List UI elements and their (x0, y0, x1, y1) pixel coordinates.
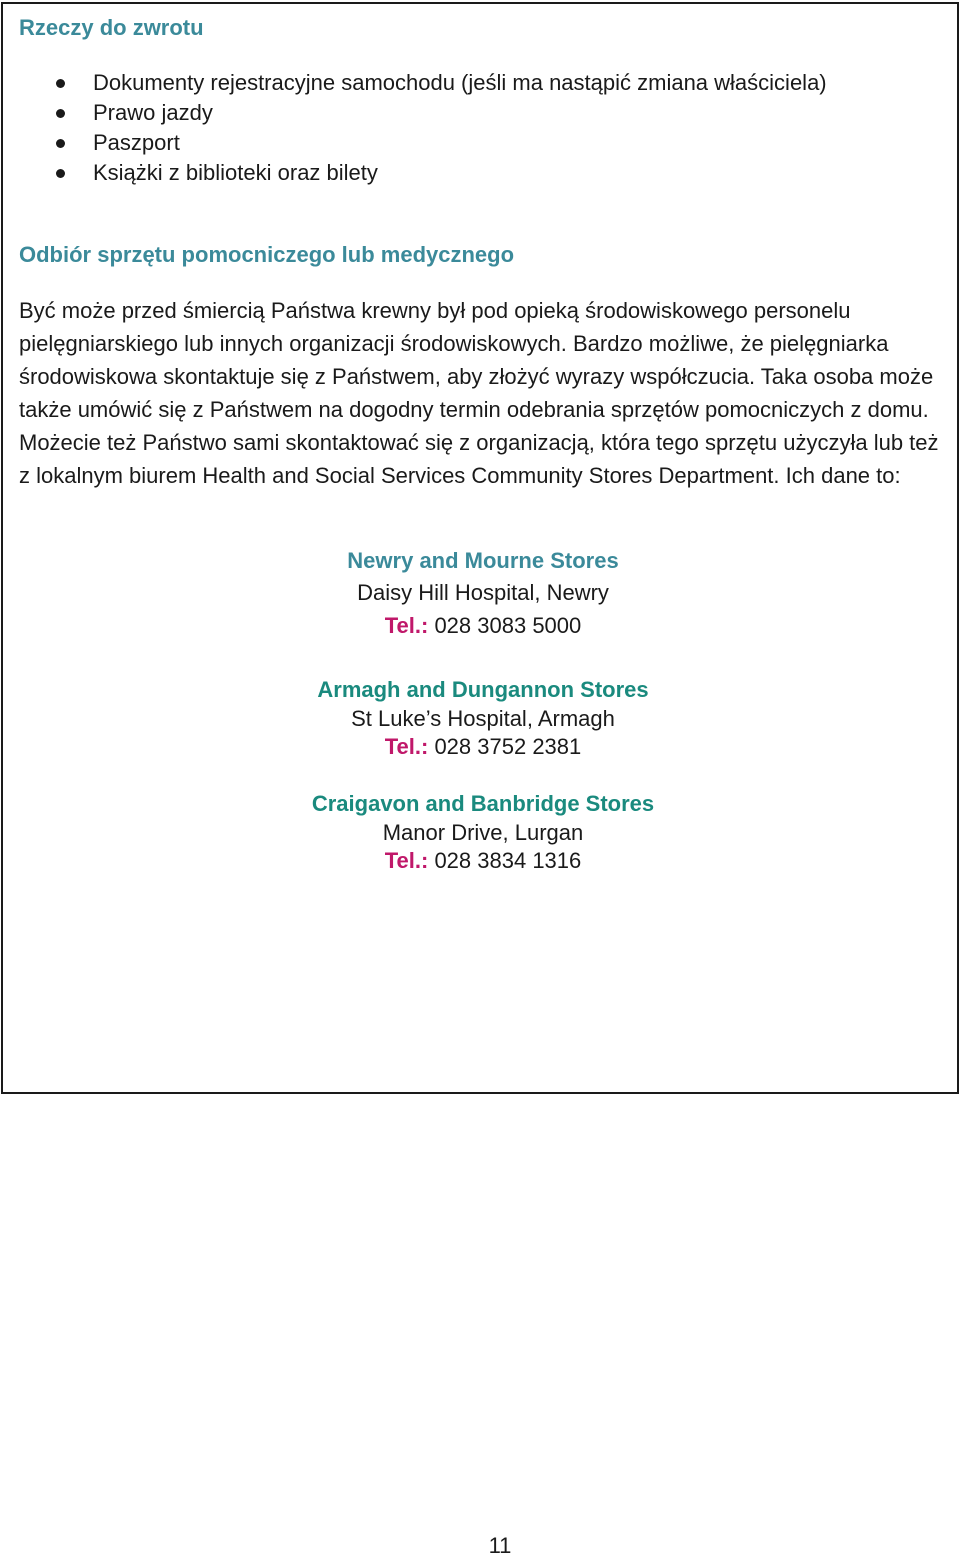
bullet-icon (56, 169, 65, 178)
list-item (3, 98, 827, 128)
phone-label: Tel. (384, 734, 421, 759)
store-name: Newry and Mourne Stores (347, 548, 619, 573)
section-heading-equipment: Odbiór sprzętu pomocniczego lub medycznego (19, 242, 515, 267)
phone-colon: : (421, 848, 429, 873)
store-phone (3, 847, 960, 876)
list-item (3, 158, 827, 188)
list-item-text: Paszport (93, 130, 180, 155)
list-item (3, 68, 827, 98)
store-name: Armagh and Dungannon Stores (317, 677, 649, 702)
phone-label: Tel. (384, 613, 421, 638)
phone-label: Tel. (384, 848, 421, 873)
section-heading-return-items: Rzeczy do zwrotu (19, 15, 204, 40)
store-address: Daisy Hill Hospital, Newry (357, 580, 609, 605)
phone-number: 028 3083 5000 (428, 613, 582, 638)
list-item-text: Prawo jazdy (93, 100, 213, 125)
list-item (3, 128, 827, 158)
store-address: St Luke’s Hospital, Armagh (351, 705, 615, 731)
store-phone (3, 733, 960, 762)
content-box (1, 2, 959, 1094)
store-armagh-dungannon (3, 676, 960, 762)
list-item-text: Książki z biblioteki oraz bilety (93, 160, 378, 185)
phone-number: 028 3752 2381 (428, 734, 582, 759)
phone-colon: : (421, 613, 429, 638)
store-craigavon-banbridge (3, 790, 960, 876)
bullet-icon (56, 139, 65, 148)
store-name: Craigavon and Banbridge Stores (311, 791, 655, 816)
list-item-text: Dokumenty rejestracyjne samochodu (jeśli ma nastąpić zmiana właściciela) (93, 70, 827, 95)
page-number: 11 (488, 1533, 512, 1558)
store-phone (3, 609, 960, 642)
bullet-icon (56, 109, 65, 118)
bullet-icon (56, 79, 65, 88)
phone-number: 028 3834 1316 (428, 848, 582, 873)
store-newry-mourne (3, 544, 960, 642)
equipment-paragraph: Być może przed śmiercią Państwa krewny był pod opieką środowiskowego personelu pielęgniarskiego lub innych organizacji środowiskowych. Bardzo możliwe, że pielęgniarka środowiskowa skontaktuje się z Państwem, aby złożyć wyrazy współczucia. Taka osoba może także umówić się z Państwem na dogodny termin odebrania sprzętów pomocniczych z domu. Możecie też Państwo sami skontaktować się z organizacją, która tego sprzętu użyczyła lub też z lokalnym biurem Health and Social Services Community Stores Department. Ich dane to: (19, 298, 939, 488)
store-address: Manor Drive, Lurgan (382, 819, 584, 845)
phone-colon: : (421, 734, 429, 759)
return-items-list (3, 68, 827, 188)
